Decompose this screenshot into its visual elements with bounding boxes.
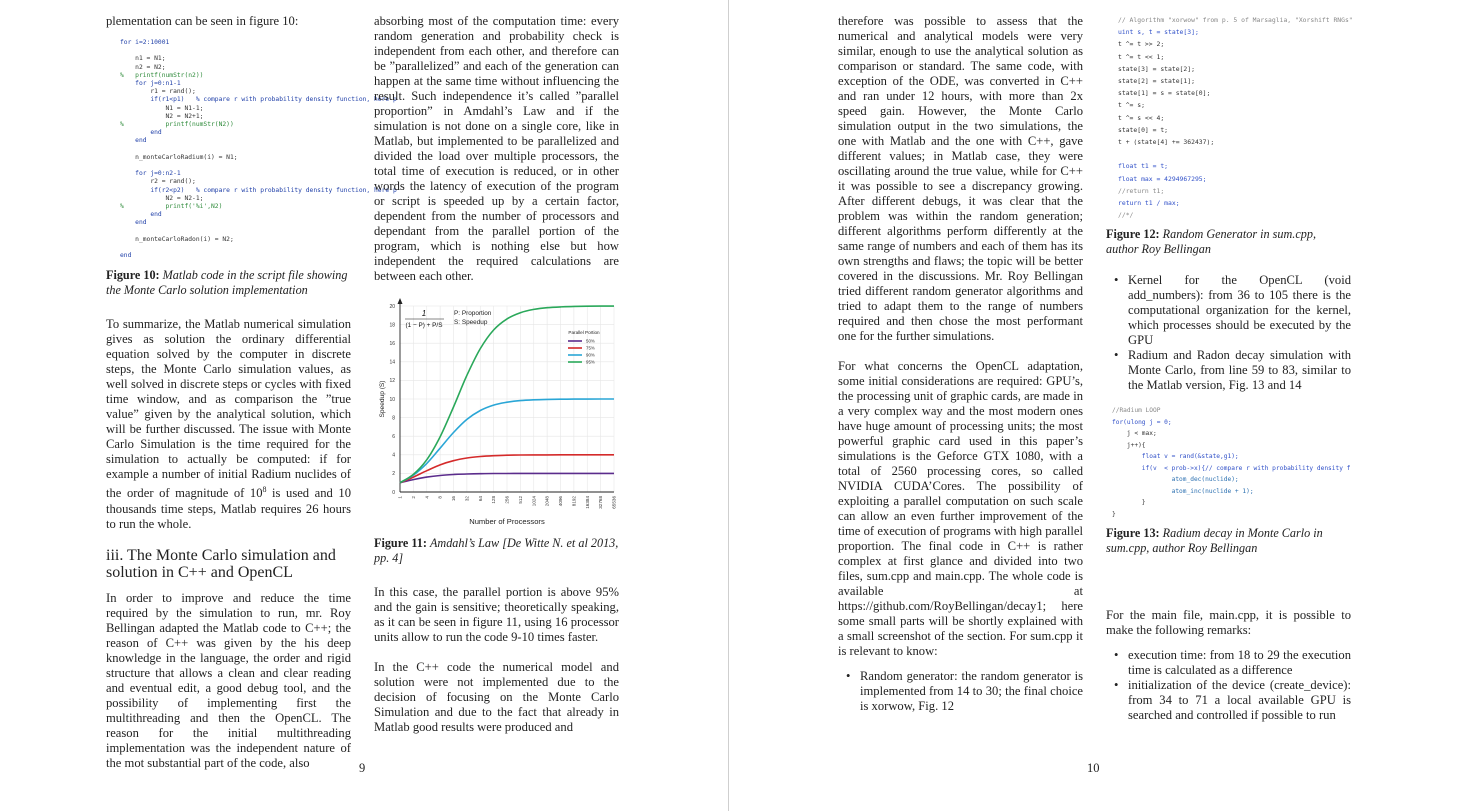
figure12-caption xyxy=(1106,227,1351,257)
code-line: N1 = N1-1; xyxy=(120,104,204,112)
code-line: % printf('%i',N2) xyxy=(120,203,223,211)
summary-text-end: is used and 10 thousands time steps, Matlab requires 26 hours to run the whole. xyxy=(106,486,352,531)
code-line xyxy=(120,244,351,252)
x-tick-label: 16 xyxy=(451,496,456,502)
code-line: if(r2<p2) % compare r with probability density function, here p xyxy=(120,186,397,194)
figure11-text: Amdahl’s Law [De Witte N. et al 2013, pp. 4] xyxy=(374,536,619,565)
paragraph-cpp: In order to improve and reduce the time required by the simulation to run, mr. Roy Bellingan adapted the Matlab code to C++; the reason of C++ was given by the his deep knowledge in the language, the order and rigid structure that allows a clean and clear reading and eventual edit, a good debug tool, and the possibility of implementing first the multithreading and then the OpenCL. The reason for the initial multithreading implementation was the independent nature of the mot substantial part of the code, also xyxy=(106,590,351,770)
x-tick-label: 1024 xyxy=(531,496,537,507)
x-tick-label: 256 xyxy=(504,496,510,504)
y-tick-label: 8 xyxy=(392,415,395,422)
bullet-kernel: • Kernel for the OpenCL (void add_numbers): from 36 to 105 there is the computational organization for the kernel, which processes should be executed by the GPU xyxy=(1106,273,1351,348)
x-tick-label: 64 xyxy=(477,496,483,502)
code-line: for(ulong j = 0; xyxy=(1112,418,1172,426)
code-line: uint s, t = state[3]; xyxy=(1118,28,1199,37)
paragraph-assessment: therefore was possible to assess that the numerical and analytical models were very similar, enough to use the analytical solution as comparison or standard. The same code, with exception of the ODE, was converted in C++ and ran under 12 hours, with more than 2x speed gain. However, the Monte Carlo simulation output in the two simulations, the one with Matlab and the one with C++, gave different values; in Matlab case, they were oscillating around the true value, while for C++ it was possible to see a discrepancy growing. After different debugs, it was clear that the problem was within the random generation; different algorithms perform differently at the same range of numbers and each of them has its own strengths and flaws; the topic will be better covered in the discussions. Mr. Roy Bellingan tried different random generator algorithms and tried to adapt them to the range of numbers required and then chose the most performant one for the further simulations. xyxy=(838,14,1083,343)
code-line: end xyxy=(120,129,162,137)
sumcpp-bullet-list xyxy=(838,669,1083,714)
figure10-text: Matlab code in the script file showing the Monte Carlo solution implementation xyxy=(106,268,348,298)
figure10-label: Figure 10: xyxy=(106,268,160,283)
figure11-caption xyxy=(374,536,619,566)
code-line: float max = 4294967295; xyxy=(1118,174,1207,183)
section-heading-cpp-opencl: iii. The Monte Carlo simulation and solution in C++ and OpenCL xyxy=(106,546,336,581)
amdahl-chart-svg xyxy=(374,296,619,530)
kernel-bullet-list xyxy=(1106,273,1351,393)
y-tick-label: 6 xyxy=(392,434,395,440)
page9-column-right xyxy=(374,14,619,735)
legend-title: Parallel Portion xyxy=(568,330,600,335)
code-line: N2 = N2+1; xyxy=(120,112,204,120)
code-line: if(v < prob->x){// compare r with probability density f xyxy=(1112,464,1351,472)
formula-denominator: (1 − P) + P/S xyxy=(405,322,443,329)
x-tick-label: 32768 xyxy=(598,496,604,509)
figure10-caption xyxy=(106,268,351,298)
code-line: // Algorithm "xorwow" from p. 5 of Marsaglia, "Xorshift RNGs" xyxy=(1118,16,1353,24)
code-line: end xyxy=(120,137,147,145)
formula-legend-item: P: Proportion xyxy=(454,310,492,317)
code-line: } xyxy=(1112,499,1146,507)
code-line: //*/ xyxy=(1118,211,1134,220)
bullet-execution-time: • execution time: from 18 to 29 the execution time is calculated as a difference xyxy=(1106,648,1351,678)
y-tick-label: 10 xyxy=(389,396,395,403)
x-tick-label: 8192 xyxy=(571,496,577,507)
paragraph-cpp-numerical: In the C++ code the numerical model and solution were not implemented due to the decision of focusing on the Monte Carlo Simulation and due to the fact that already in Matlab good results were produced and xyxy=(374,660,619,734)
formula-numerator: 1 xyxy=(421,309,427,318)
code-line xyxy=(120,146,351,154)
code-line: for j=0:n1-1 xyxy=(120,80,181,88)
code-line: } xyxy=(1112,510,1116,518)
code-line: state[2] = state[1]; xyxy=(1118,77,1195,86)
x-axis-label: Number of Processors xyxy=(469,517,545,526)
x-tick-label: 32 xyxy=(464,496,470,502)
code-line: //return t1; xyxy=(1118,186,1165,195)
legend-label: 75% xyxy=(586,345,595,351)
code-line: state[0] = t; xyxy=(1118,125,1169,134)
figure11-label: Figure 11: xyxy=(374,536,427,550)
code-line: t ^= t << 1; xyxy=(1118,52,1165,61)
page10-column-right xyxy=(1106,14,1351,723)
summary-exponent: 8 xyxy=(262,485,267,495)
x-tick-label: 4 xyxy=(424,496,430,499)
code-line: atom_inc(nuclide + 1); xyxy=(1112,487,1254,495)
code-line: n_monteCarloRadium(i) = N1; xyxy=(120,153,238,161)
code-line: t ^= t >> 2; xyxy=(1118,40,1165,49)
code-line: //Radium LOOP xyxy=(1112,407,1161,415)
maincpp-bullet-list xyxy=(1106,648,1351,723)
y-tick-label: 20 xyxy=(389,303,395,310)
summary-text: To summarize, the Matlab numerical simulation gives as solution the ordinary differential equation solved by the computer in discrete steps, the Monte Carlo simulation values, as well solved in discrete steps or cycles with fixed time window, and as comparison the ”true value” given by the analytical solution, which will be further discussed. The issue with Monte Carlo Simulation is the time required for the simulation to actually be computed: if for example a number of initial Radium nuclides of the order of magnitude of 10 xyxy=(106,317,351,501)
code-line xyxy=(120,47,351,55)
page9-number: 9 xyxy=(359,761,366,775)
figure12-text: Random Generator in sum.cpp, author Roy Bellingan xyxy=(1106,227,1316,257)
y-tick-label: 12 xyxy=(389,378,395,385)
figure12-label: Figure 12: xyxy=(1106,227,1160,242)
x-tick-label: 16384 xyxy=(584,496,590,509)
y-axis-arrow xyxy=(398,298,403,304)
code-line: end xyxy=(120,219,147,227)
legend-label: 90% xyxy=(586,352,595,358)
code-line: for i=2:10001 xyxy=(120,39,170,46)
code-line: atom_dec(nuclide); xyxy=(1112,476,1239,484)
figure13-radium-code xyxy=(1112,405,1351,520)
y-tick-label: 0 xyxy=(392,489,395,496)
y-tick-label: 16 xyxy=(389,341,395,347)
x-tick-label: 128 xyxy=(491,496,497,504)
paragraph-opencl: For what concerns the OpenCL adaptation, some initial considerations are required: GPU’s, the processing unit of graphic cards, are made in a very complex way and the most modern ones have huge amount of processing units; the most powerful graphic card used in this paper’s simulations is the Geforce GTX 1080, with a total of 2560 processing cores, so called NVIDIA CUDA’Cores. The possibility of exploiting a parallel computation on such scale can allow an even further improvement of the time of execution of programs with high parallel proportion. The final code in C++ is rather complex at first glance and divided into two files, sum.cpp and main.cpp. The whole code is available at https://github.com/RoyBellingan/decay1; here some small parts will be shortly explained with a small screenshot of the section. For sum.cpp it is relevant to know: xyxy=(838,359,1083,658)
figure10-matlab-code xyxy=(120,39,397,260)
legend-label: 95% xyxy=(586,359,595,365)
page-divider xyxy=(728,0,729,811)
x-tick-label: 512 xyxy=(517,496,523,504)
legend-label: 50% xyxy=(586,338,595,344)
code-line: state[1] = s = state[0]; xyxy=(1118,89,1211,98)
figure11-amdahl-chart xyxy=(374,296,619,530)
x-tick-label: 2048 xyxy=(544,496,550,507)
page9-top-line: plementation can be seen in figure 10: xyxy=(106,14,299,28)
bullet-device-init: • initialization of the device (create_device): from 34 to 71 a local available GPU is searched and controlled if possible to run xyxy=(1106,678,1351,723)
paragraph-summary xyxy=(106,317,351,531)
code-line: t ^= s << 4; xyxy=(1118,113,1165,122)
formula-legend-item: S: Speedup xyxy=(454,319,488,326)
y-tick-label: 14 xyxy=(389,359,395,366)
code-line: float v = rand(&state,g1); xyxy=(1112,453,1239,461)
figure13-label: Figure 13: xyxy=(1106,526,1160,541)
code-line: n_monteCarloRadon(i) = N2; xyxy=(120,235,234,243)
paragraph-95-percent: In this case, the parallel portion is above 95% and the gain is sensitive; theoretically speaking, as it can be seen in figure 11, using 16 processor units allow to run the code 9-10 times faster. xyxy=(374,585,619,644)
x-tick-label: 65536 xyxy=(611,496,617,509)
code-line: n1 = N1; xyxy=(120,55,166,63)
figure12-xorwow-code xyxy=(1118,14,1351,221)
y-axis-label: Speedup (S) xyxy=(379,380,386,418)
code-line: end xyxy=(120,252,132,260)
code-line: j++){ xyxy=(1112,441,1146,449)
y-tick-label: 18 xyxy=(389,322,395,329)
code-line: end xyxy=(120,211,162,219)
x-tick-label: 1 xyxy=(397,496,403,499)
code-line xyxy=(1118,148,1351,160)
code-line: t + (state[4] += 362437); xyxy=(1118,138,1215,147)
code-line xyxy=(120,162,351,170)
code-line: if(r1<p1) % compare r with probability density function, here p xyxy=(120,96,397,104)
code-line: r2 = rand(); xyxy=(120,178,196,186)
code-line: j < max; xyxy=(1112,430,1157,438)
paragraph-main-file: For the main file, main.cpp, it is possible to make the following remarks: xyxy=(1106,608,1351,638)
code-line: n2 = N2; xyxy=(120,63,166,71)
bullet-random-generator: • Random generator: the random generator is implemented from 14 to 30; the final choice is xorwow, Fig. 12 xyxy=(838,669,1083,714)
paragraph-parallel: absorbing most of the computation time: every random generation and probability check is independent from each other, and therefore can be ”parallelized” and each of the generation can happen at the same time without influencing the result. Such independence it’s called ”parallel proportion” in Amdahl’s Law and if the simulation is not done on a single core, like in Matlab, but implemented to be parallelized and divided the load over multiple processors, the total time of execution is reduced, or in other words the latency of execution of the program or script is speeded up by a certain factor, dependent from the number of processors and dependant from the parallel portion of the program, which is nothing else but how independent the required calculations are between each other. xyxy=(374,14,619,283)
figure13-caption xyxy=(1106,526,1351,556)
code-line: N2 = N2-1; xyxy=(120,194,204,202)
x-tick-label: 2 xyxy=(410,496,416,499)
code-line: % printf(numStr(N2)) xyxy=(120,121,234,129)
code-line: state[3] = state[2]; xyxy=(1118,64,1195,73)
page10-number: 10 xyxy=(1087,761,1100,775)
code-line: float t1 = t; xyxy=(1118,162,1169,171)
x-tick-label: 8 xyxy=(437,496,443,499)
x-tick-label: 4096 xyxy=(558,496,563,507)
figure13-text: Radium decay in Monte Carlo in sum.cpp, author Roy Bellingan xyxy=(1106,526,1323,556)
code-line: r1 = rand(); xyxy=(120,88,196,96)
code-line xyxy=(120,228,351,236)
page10-column-left xyxy=(838,14,1083,714)
bullet-radium-radon: • Radium and Radon decay simulation with Monte Carlo, from line 59 to 83, similar to the Matlab version, Fig. 13 and 14 xyxy=(1106,348,1351,393)
y-tick-label: 4 xyxy=(392,452,395,459)
code-line: return t1 / max; xyxy=(1118,199,1180,208)
code-line: t ^= s; xyxy=(1118,101,1145,110)
code-line: for j=0:n2-1 xyxy=(120,170,181,178)
y-tick-label: 2 xyxy=(392,471,395,478)
code-line: % printf(numStr(n2)) xyxy=(120,71,204,79)
